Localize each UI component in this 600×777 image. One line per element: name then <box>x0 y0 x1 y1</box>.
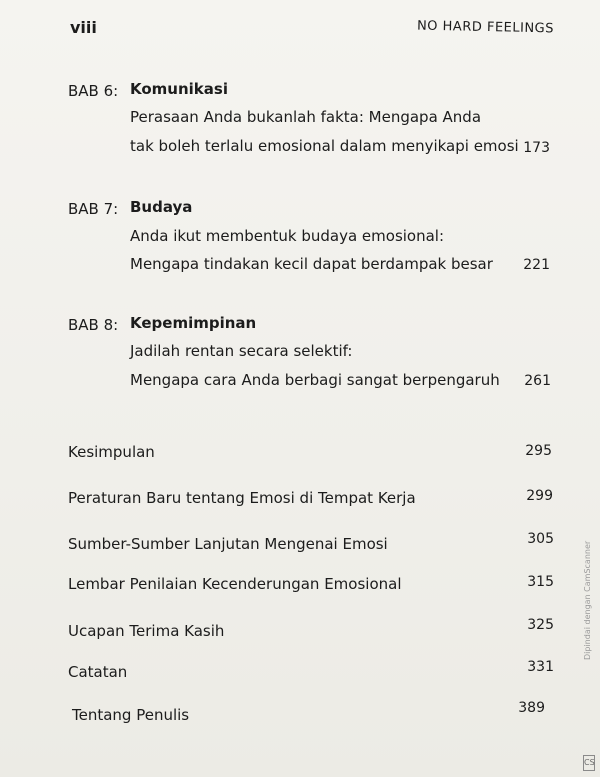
section-penulis: Tentang Penulis <box>72 706 190 724</box>
camscanner-logo-icon: CS <box>583 755 595 771</box>
chapter-6-line2: tak boleh terlalu emosional dalam menyikapi emosi <box>130 137 519 155</box>
section-sumber-page: 305 <box>527 531 554 547</box>
section-catatan-page: 331 <box>527 659 554 675</box>
chapter-7-line2: Mengapa tindakan kecil dapat berdampak besar <box>130 255 493 273</box>
section-sumber: Sumber-Sumber Lanjutan Mengenai Emosi <box>68 535 388 553</box>
section-peraturan: Peraturan Baru tentang Emosi di Tempat Kerja <box>68 489 416 507</box>
chapter-6-title: Komunikasi <box>130 80 228 98</box>
section-kesimpulan-page: 295 <box>525 443 552 459</box>
chapter-7-page: 221 <box>523 257 550 273</box>
section-lembar: Lembar Penilaian Kecenderungan Emosional <box>68 575 402 593</box>
chapter-6-page: 173 <box>523 140 550 156</box>
chapter-8-line2: Mengapa cara Anda berbagi sangat berpengaruh <box>130 371 500 389</box>
section-penulis-page: 389 <box>518 700 545 716</box>
chapter-8-title: Kepemimpinan <box>130 314 257 332</box>
section-lembar-page: 315 <box>527 574 554 590</box>
section-kesimpulan: Kesimpulan <box>68 443 155 461</box>
scanner-watermark: Dipindai dengan CamScanner <box>583 540 592 660</box>
section-peraturan-page: 299 <box>526 488 553 504</box>
section-catatan: Catatan <box>68 663 128 681</box>
chapter-7-label: BAB 7: <box>68 200 119 218</box>
running-head: NO HARD FEELINGS <box>416 18 555 37</box>
chapter-8-page: 261 <box>524 373 551 389</box>
section-ucapan-page: 325 <box>527 617 554 633</box>
chapter-6-label: BAB 6: <box>68 82 119 100</box>
chapter-7-title: Budaya <box>130 198 193 216</box>
chapter-7-line1: Anda ikut membentuk budaya emosional: <box>130 227 445 245</box>
chapter-6-line1: Perasaan Anda bukanlah fakta: Mengapa Anda <box>130 108 482 126</box>
page-number: viii <box>70 18 97 37</box>
chapter-8-line1: Jadilah rentan secara selektif: <box>130 342 353 360</box>
section-ucapan: Ucapan Terima Kasih <box>68 622 225 640</box>
chapter-8-label: BAB 8: <box>68 316 119 334</box>
